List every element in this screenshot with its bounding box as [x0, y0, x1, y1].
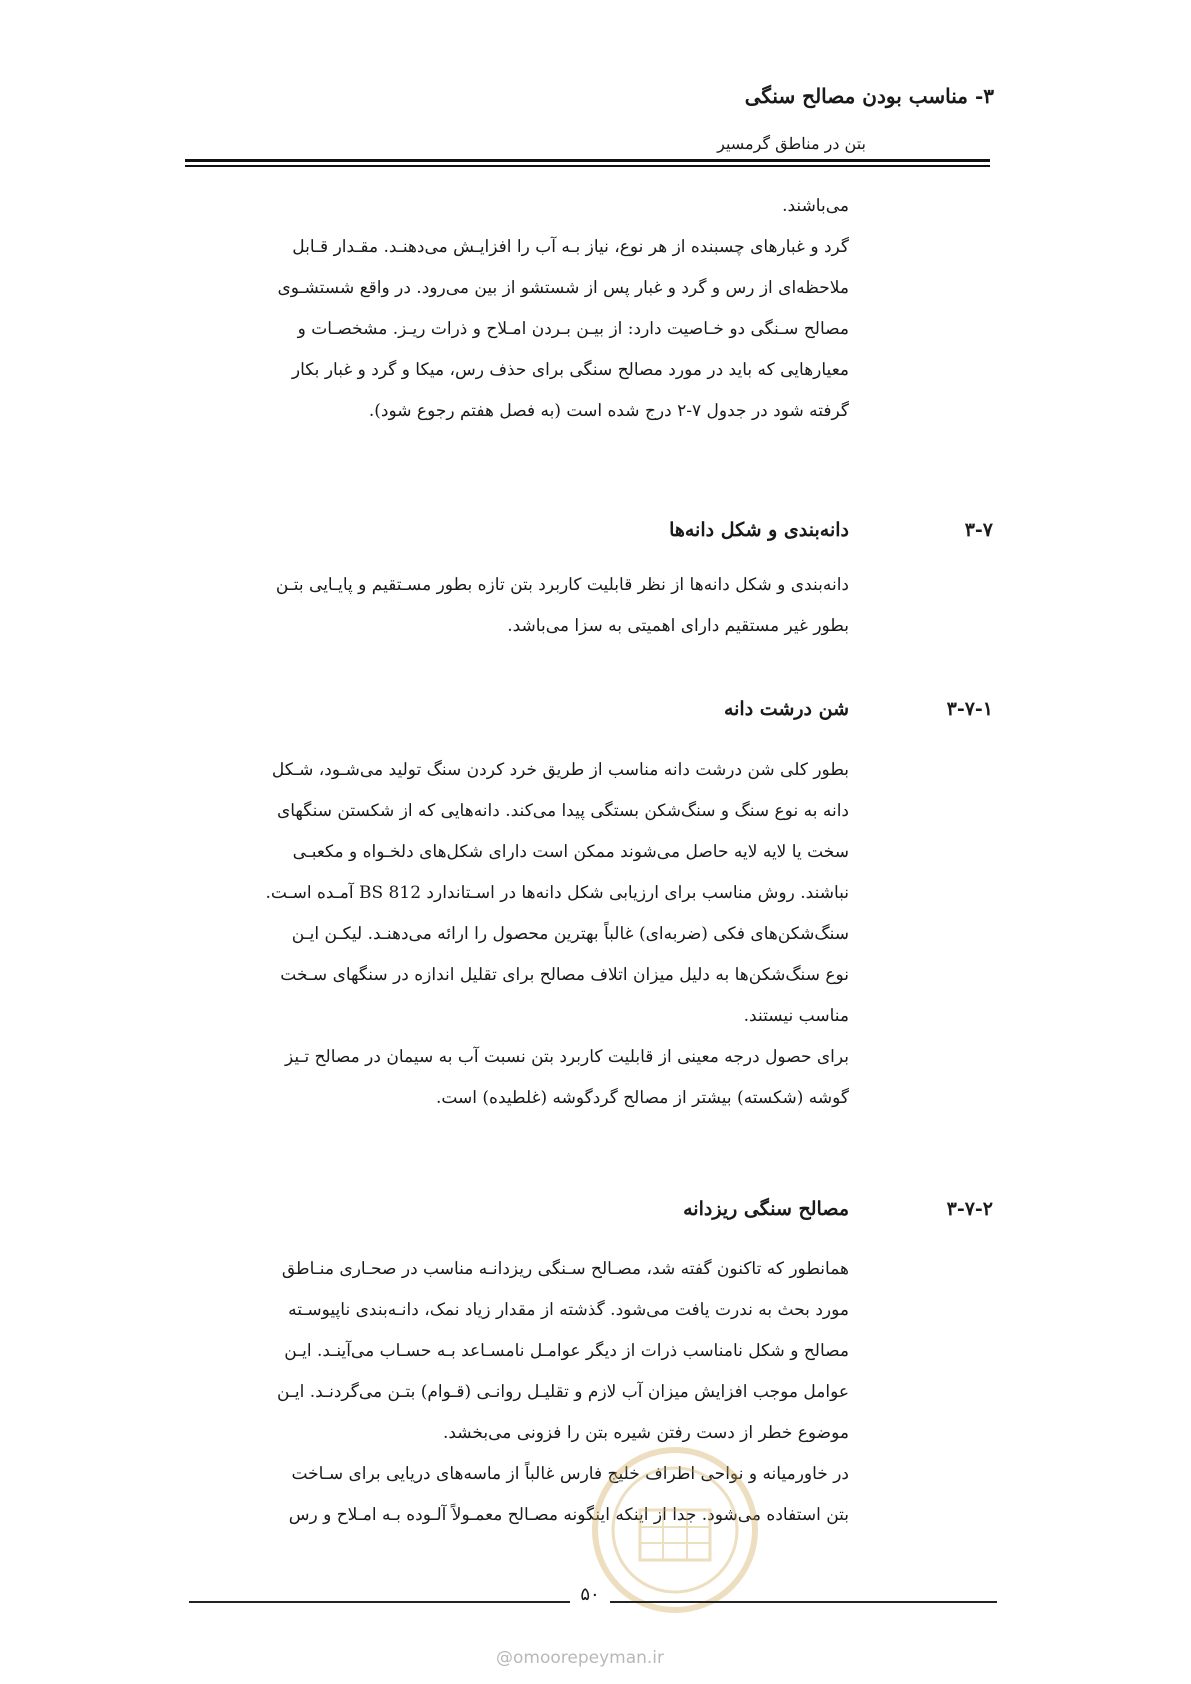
- seal-watermark-icon: [590, 1445, 760, 1615]
- text-line: بتن استفاده می‌شود. جدا از اینکه اینگونه مصـالح معمـولاً آلـوده بـه امـلاح و رس: [288, 1505, 849, 1525]
- text-line: در خاورمیانه و نواحی اطراف خلیج فارس غالباً از ماسه‌های دریایی برای سـاخت: [291, 1464, 849, 1484]
- chapter-title: ۳- مناسب بودن مصالح سنگی: [744, 84, 994, 108]
- header-rule-thick: [185, 159, 990, 162]
- text-line: گرفته شود در جدول ۷-۲ درج شده است (به فصل هفتم رجوع شود).: [368, 401, 849, 421]
- page-number: ۵۰: [570, 1584, 610, 1605]
- text-line: بطور غیر مستقیم دارای اهمیتی به سزا می‌باشد.: [507, 616, 849, 636]
- text-line: عوامل موجب افزایش میزان آب لازم و تقلیـل روانـی (قـوام) بتـن می‌گردنـد. ایـن: [277, 1382, 849, 1402]
- section-number: ۳-۷: [964, 519, 993, 541]
- text-line: مناسب نیستند.: [743, 1006, 849, 1026]
- section-number: ۳-۷-۱: [946, 698, 993, 720]
- section-heading: شن درشت دانه: [723, 698, 849, 720]
- watermark-url: @omoorepeyman.ir: [496, 1648, 665, 1668]
- text-line: موضوع خطر از دست رفتن شیره بتن را فزونی می‌بخشد.: [442, 1423, 849, 1443]
- text-line: سنگ‌شکن‌های فکی (ضربه‌ای) غالباً بهترین محصول را ارائه می‌دهنـد. لیکـن ایـن: [291, 924, 849, 944]
- text-line: گرد و غبارهای چسبنده از هر نوع، نیاز بـه آب را افزایـش می‌دهنـد. مقـدار قـابل: [292, 237, 849, 257]
- text-line: نباشند. روش مناسب برای ارزیابی شکل دانه‌ها در اسـتاندارد BS 812 آمـده اسـت.: [265, 883, 849, 903]
- header-rule-thin: [185, 165, 990, 167]
- text-line: برای حصول درجه معینی از قابلیت کاربرد بتن نسبت آب به سیمان در مصالح تـیز: [284, 1047, 849, 1067]
- text-line: نوع سنگ‌شکن‌ها به دلیل میزان اتلاف مصالح برای تقلیل اندازه در سنگهای سـخت: [280, 965, 849, 985]
- book-title: بتن در مناطق گرمسیر: [717, 134, 866, 153]
- section-number: ۳-۷-۲: [946, 1198, 993, 1220]
- text-line: مصالح و شکل نامناسب ذرات از دیگر عوامـل نامسـاعد بـه حسـاب می‌آینـد. ایـن: [284, 1341, 849, 1361]
- text-line: دانه‌بندی و شکل دانه‌ها از نظر قابلیت کاربرد بتن تازه بطور مسـتقیم و پایـایی بتـن: [275, 575, 849, 595]
- text-line: گوشه (شکسته) بیشتر از مصالح گردگوشه (غلطیده) است.: [435, 1088, 849, 1108]
- text-line: دانه به نوع سنگ و سنگ‌شکن بستگی پیدا می‌کند. دانه‌هایی که از شکستن سنگهای: [276, 801, 849, 821]
- text-line: همانطور که تاکنون گفته شد، مصـالح سـنگی ریزدانـه مناسب در صحـاری منـاطق: [281, 1259, 849, 1279]
- text-line: مصالح سـنگی دو خـاصیت دارد: از بیـن بـردن امـلاح و ذرات ریـز. مشخصـات و: [297, 319, 849, 339]
- text-line: بطور کلی شن درشت دانه مناسب از طریق خرد کردن سنگ تولید می‌شـود، شـکل: [271, 760, 849, 780]
- text-line: معیارهایی که باید در مورد مصالح سنگی برای حذف رس، میکا و گرد و غبار بکار: [291, 360, 849, 380]
- text-line: می‌باشند.: [782, 196, 849, 216]
- text-line: مورد بحث به ندرت یافت می‌شود. گذشته از مقدار زیاد نمک، دانـه‌بندی ناپیوسـته: [288, 1300, 849, 1320]
- section-paragraph: [204, 565, 849, 647]
- text-line: ملاحظه‌ای از رس و گرد و غبار پس از شستشو از بین می‌رود. در واقع شستشـوی: [277, 278, 849, 298]
- section-heading: دانه‌بندی و شکل دانه‌ها: [669, 519, 849, 541]
- section-paragraph: [204, 750, 849, 1119]
- text-line: سخت یا لایه لایه حاصل می‌شوند ممکن است دارای شکل‌های دلخـواه و مکعبـی: [292, 842, 849, 862]
- intro-paragraph: [204, 186, 849, 432]
- section-heading: مصالح سنگی ریزدانه: [683, 1198, 849, 1220]
